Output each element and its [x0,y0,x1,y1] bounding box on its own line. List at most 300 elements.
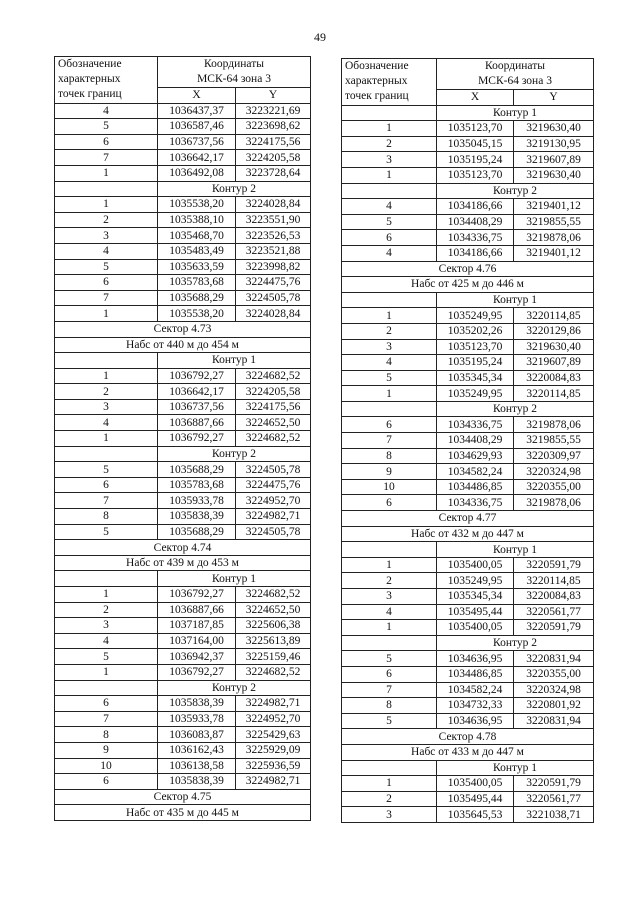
point-row [55,368,311,384]
point-row [342,433,594,449]
sector-title: Сектор 4.74 [55,540,311,556]
point-number-cell: 4 [55,103,158,119]
x-header: X [158,88,236,104]
point-row [55,165,311,181]
y-coordinate-cell: 3223551,90 [236,212,311,228]
point-row [55,649,311,665]
point-row [55,243,311,259]
contour-label: Контур 1 [437,105,594,121]
point-header-line: точек границ [58,88,122,100]
x-coordinate-cell: 1035249,95 [437,573,514,589]
y-coordinate-cell: 3225429,63 [236,727,311,743]
sector-title: Сектор 4.77 [342,511,594,527]
point-row [342,245,594,261]
point-number-cell: 8 [55,509,158,525]
point-row [55,477,311,493]
x-coordinate-cell: 1035202,26 [437,323,514,339]
contour-label: Контур 1 [158,571,311,587]
x-coordinate-cell: 1035933,78 [158,493,236,509]
y-coordinate-cell: 3220084,83 [514,589,594,605]
y-coordinate-cell: 3224682,52 [236,587,311,603]
x-coordinate-cell: 1036492,08 [158,165,236,181]
sector-title: Сектор 4.78 [342,729,594,745]
x-coordinate-cell: 1036138,58 [158,758,236,774]
point-number-cell: 5 [342,370,437,386]
point-number-cell: 1 [55,587,158,603]
y-coordinate-cell: 3223526,53 [236,228,311,244]
sector-row [55,321,311,337]
x-coordinate-cell: 1035633,59 [158,259,236,275]
x-coordinate-cell: 1036083,87 [158,727,236,743]
x-coordinate-cell: 1036792,27 [158,587,236,603]
contour-label: Контур 1 [437,542,594,558]
point-number-cell: 3 [342,589,437,605]
point-row [342,121,594,137]
point-row [342,776,594,792]
point-row [342,807,594,823]
point-row [55,228,311,244]
contour-row [55,446,311,462]
point-header-line: характерных [345,75,408,87]
x-coordinate-cell: 1035468,70 [158,228,236,244]
point-number-cell: 2 [55,602,158,618]
y-coordinate-cell: 3224505,78 [236,290,311,306]
contour-label: Контур 2 [437,183,594,199]
coordinates-table-left [54,56,311,821]
x-coordinate-cell: 1035838,39 [158,774,236,790]
point-number-cell: 9 [342,464,437,480]
x-coordinate-cell: 1034629,93 [437,448,514,464]
contour-row [342,292,594,308]
y-coordinate-cell: 3224682,52 [236,664,311,680]
point-number-cell: 1 [342,308,437,324]
point-row [55,415,311,431]
contour-spacer-cell [342,542,437,558]
x-coordinate-cell: 1035195,24 [437,355,514,371]
point-row [342,167,594,183]
point-number-cell: 7 [55,290,158,306]
y-coordinate-cell: 3219401,12 [514,199,594,215]
x-coordinate-cell: 1035400,05 [437,620,514,636]
y-coordinate-cell: 3220084,83 [514,370,594,386]
point-number-cell: 7 [55,711,158,727]
point-number-cell: 6 [55,477,158,493]
x-coordinate-cell: 1036162,43 [158,742,236,758]
y-coordinate-cell: 3220129,86 [514,323,594,339]
contour-row [342,760,594,776]
point-row [342,308,594,324]
x-coordinate-cell: 1036792,27 [158,664,236,680]
point-number-cell: 6 [55,275,158,291]
point-row [342,479,594,495]
y-coordinate-cell: 3219630,40 [514,167,594,183]
point-number-cell: 5 [342,651,437,667]
point-row [342,713,594,729]
y-coordinate-cell: 3225613,89 [236,633,311,649]
x-coordinate-cell: 1035123,70 [437,121,514,137]
y-coordinate-cell: 3224982,71 [236,774,311,790]
y-coordinate-cell: 3219878,06 [514,417,594,433]
y-coordinate-cell: 3220591,79 [514,620,594,636]
contour-label: Контур 1 [437,760,594,776]
point-number-cell: 1 [342,620,437,636]
sector-row [55,789,311,805]
point-row [342,339,594,355]
x-coordinate-cell: 1035495,44 [437,604,514,620]
y-coordinate-cell: 3224652,50 [236,415,311,431]
height-range-row [342,277,594,293]
y-coordinate-cell: 3223998,82 [236,259,311,275]
y-coordinate-cell: 3220114,85 [514,386,594,402]
x-coordinate-cell: 1035538,20 [158,306,236,322]
height-range: Набс от 439 м до 453 м [55,555,311,571]
y-coordinate-cell: 3225936,59 [236,758,311,774]
point-header-line: Обозначение [345,60,409,72]
y-coordinate-cell: 3224682,52 [236,431,311,447]
x-coordinate-cell: 1036887,66 [158,415,236,431]
point-number-cell: 8 [55,727,158,743]
y-coordinate-cell: 3220831,94 [514,713,594,729]
x-coordinate-cell: 1035933,78 [158,711,236,727]
x-coordinate-cell: 1034186,66 [437,245,514,261]
contour-spacer-cell [55,680,158,696]
y-coordinate-cell: 3223698,62 [236,119,311,135]
y-coordinate-cell: 3224205,58 [236,384,311,400]
height-range-row [342,526,594,542]
point-row [55,259,311,275]
point-row [55,431,311,447]
point-number-cell: 1 [342,386,437,402]
x-coordinate-cell: 1036792,27 [158,431,236,447]
point-row [55,587,311,603]
coordinates-header-line: МСК-64 зона 3 [478,75,552,87]
point-row [342,448,594,464]
point-row [55,742,311,758]
point-row [342,589,594,605]
y-coordinate-cell: 3224475,76 [236,275,311,291]
contour-row [342,183,594,199]
point-number-cell: 2 [342,791,437,807]
point-row [342,464,594,480]
point-row [342,557,594,573]
sector-title: Сектор 4.76 [342,261,594,277]
y-coordinate-cell: 3224175,56 [236,134,311,150]
point-number-cell: 10 [342,479,437,495]
point-row [55,696,311,712]
point-row [342,573,594,589]
contour-label: Контур 2 [437,635,594,651]
point-row [55,275,311,291]
contour-spacer-cell [55,181,158,197]
contour-spacer-cell [55,353,158,369]
contour-spacer-cell [342,760,437,776]
height-range-row [55,337,311,353]
point-number-cell: 4 [55,243,158,259]
point-row [55,758,311,774]
y-coordinate-cell: 3220801,92 [514,698,594,714]
x-coordinate-cell: 1034186,66 [437,199,514,215]
point-number-cell: 1 [342,776,437,792]
point-row [342,230,594,246]
point-row [55,150,311,166]
point-row [55,384,311,400]
x-coordinate-cell: 1034486,85 [437,666,514,682]
point-number-cell: 3 [342,152,437,168]
x-coordinate-cell: 1034408,29 [437,214,514,230]
point-header [342,59,437,106]
y-coordinate-cell: 3219401,12 [514,245,594,261]
point-row [55,462,311,478]
x-coordinate-cell: 1035688,29 [158,524,236,540]
point-number-cell: 4 [55,633,158,649]
x-coordinate-cell: 1035838,39 [158,696,236,712]
y-coordinate-cell: 3224505,78 [236,524,311,540]
point-number-cell: 3 [55,228,158,244]
y-coordinate-cell: 3224505,78 [236,462,311,478]
point-number-cell: 1 [55,165,158,181]
point-number-cell: 5 [55,462,158,478]
point-number-cell: 6 [342,230,437,246]
point-number-cell: 1 [55,306,158,322]
point-row [342,355,594,371]
y-coordinate-cell: 3224028,84 [236,197,311,213]
point-row [55,493,311,509]
point-row [55,727,311,743]
height-range-row [342,744,594,760]
point-number-cell: 6 [342,417,437,433]
coordinates-table-right [341,58,594,823]
point-header-line: характерных [58,73,121,85]
point-row [342,370,594,386]
contour-row [55,353,311,369]
point-number-cell: 1 [55,431,158,447]
contour-spacer-cell [342,105,437,121]
height-range-row [55,805,311,821]
y-coordinate-cell: 3225606,38 [236,618,311,634]
y-coordinate-cell: 3219855,55 [514,214,594,230]
x-coordinate-cell: 1035538,20 [158,197,236,213]
contour-label: Контур 2 [158,181,311,197]
point-row [342,791,594,807]
point-number-cell: 1 [342,121,437,137]
point-row [55,664,311,680]
x-coordinate-cell: 1034636,95 [437,713,514,729]
point-row [342,199,594,215]
x-coordinate-cell: 1035783,68 [158,275,236,291]
contour-spacer-cell [342,635,437,651]
point-header-line: точек границ [345,90,409,102]
point-row [55,212,311,228]
point-row [342,214,594,230]
point-number-cell: 9 [55,742,158,758]
x-coordinate-cell: 1035195,24 [437,152,514,168]
x-coordinate-cell: 1036887,66 [158,602,236,618]
point-number-cell: 7 [342,682,437,698]
y-coordinate-cell: 3220591,79 [514,557,594,573]
point-row [55,774,311,790]
point-number-cell: 6 [342,666,437,682]
contour-row [342,635,594,651]
y-coordinate-cell: 3220324,98 [514,464,594,480]
y-coordinate-cell: 3220561,77 [514,791,594,807]
x-coordinate-cell: 1035123,70 [437,339,514,355]
point-row [342,698,594,714]
y-coordinate-cell: 3225929,09 [236,742,311,758]
y-coordinate-cell: 3220591,79 [514,776,594,792]
y-coordinate-cell: 3220355,00 [514,479,594,495]
x-coordinate-cell: 1035483,49 [158,243,236,259]
y-coordinate-cell: 3219630,40 [514,339,594,355]
height-range: Набс от 435 м до 445 м [55,805,311,821]
point-number-cell: 7 [342,433,437,449]
contour-label: Контур 2 [437,401,594,417]
x-coordinate-cell: 1034408,29 [437,433,514,449]
x-coordinate-cell: 1034336,75 [437,230,514,246]
point-number-cell: 6 [55,134,158,150]
point-row [55,524,311,540]
point-row [342,495,594,511]
y-coordinate-cell: 3224205,58 [236,150,311,166]
x-coordinate-cell: 1035249,95 [437,386,514,402]
point-number-cell: 1 [55,368,158,384]
point-row [342,682,594,698]
coordinates-header-line: Координаты [204,58,264,70]
point-number-cell: 3 [55,618,158,634]
x-coordinate-cell: 1035783,68 [158,477,236,493]
point-row [55,633,311,649]
point-number-cell: 7 [55,150,158,166]
x-coordinate-cell: 1035123,70 [437,167,514,183]
x-coordinate-cell: 1035345,34 [437,370,514,386]
right-table-body [342,105,594,822]
point-number-cell: 2 [342,136,437,152]
height-range: Набс от 432 м до 447 м [342,526,594,542]
contour-label: Контур 1 [158,353,311,369]
point-number-cell: 5 [55,649,158,665]
x-coordinate-cell: 1036587,46 [158,119,236,135]
x-coordinate-cell: 1037187,85 [158,618,236,634]
point-row [342,651,594,667]
point-number-cell: 6 [55,696,158,712]
sector-row [342,729,594,745]
height-range: Набс от 433 м до 447 м [342,744,594,760]
x-coordinate-cell: 1035045,15 [437,136,514,152]
contour-spacer-cell [342,292,437,308]
point-row [55,306,311,322]
x-coordinate-cell: 1035345,34 [437,589,514,605]
point-number-cell: 8 [342,448,437,464]
y-coordinate-cell: 3219878,06 [514,230,594,246]
x-coordinate-cell: 1034582,24 [437,682,514,698]
point-row [342,620,594,636]
y-coordinate-cell: 3220309,97 [514,448,594,464]
contour-row [342,105,594,121]
x-coordinate-cell: 1036737,56 [158,134,236,150]
sector-title: Сектор 4.75 [55,789,311,805]
contour-label: Контур 1 [437,292,594,308]
x-coordinate-cell: 1035388,10 [158,212,236,228]
x-coordinate-cell: 1037164,00 [158,633,236,649]
contour-row [55,571,311,587]
y-coordinate-cell: 3224952,70 [236,711,311,727]
point-row [55,290,311,306]
x-coordinate-cell: 1035645,53 [437,807,514,823]
y-coordinate-cell: 3219130,95 [514,136,594,152]
point-number-cell: 5 [55,259,158,275]
point-number-cell: 2 [342,573,437,589]
point-number-cell: 5 [342,214,437,230]
point-row [342,152,594,168]
sector-row [342,511,594,527]
point-number-cell: 2 [55,212,158,228]
point-number-cell: 6 [55,774,158,790]
y-coordinate-cell: 3223221,69 [236,103,311,119]
coordinates-header [437,59,594,90]
contour-row [342,401,594,417]
point-number-cell: 6 [342,495,437,511]
point-row [342,386,594,402]
x-coordinate-cell: 1035688,29 [158,290,236,306]
point-row [342,417,594,433]
y-coordinate-cell: 3225159,46 [236,649,311,665]
y-coordinate-cell: 3224475,76 [236,477,311,493]
contour-spacer-cell [55,446,158,462]
point-number-cell: 5 [55,524,158,540]
x-coordinate-cell: 1036642,17 [158,150,236,166]
point-number-cell: 4 [55,415,158,431]
y-coordinate-cell: 3219630,40 [514,121,594,137]
y-coordinate-cell: 3224175,56 [236,399,311,415]
y-coordinate-cell: 3221038,71 [514,807,594,823]
x-coordinate-cell: 1035688,29 [158,462,236,478]
x-coordinate-cell: 1034582,24 [437,464,514,480]
y-coordinate-cell: 3219607,89 [514,152,594,168]
x-coordinate-cell: 1035838,39 [158,509,236,525]
contour-spacer-cell [55,571,158,587]
height-range-row [55,555,311,571]
y-coordinate-cell: 3224982,71 [236,509,311,525]
point-row [55,134,311,150]
height-range: Набс от 425 м до 446 м [342,277,594,293]
left-table-body [55,103,311,820]
y-coordinate-cell: 3220355,00 [514,666,594,682]
y-coordinate-cell: 3224028,84 [236,306,311,322]
y-coordinate-cell: 3224982,71 [236,696,311,712]
coordinates-header [158,57,311,88]
y-coordinate-cell: 3220114,85 [514,308,594,324]
x-coordinate-cell: 1034336,75 [437,417,514,433]
point-number-cell: 8 [342,698,437,714]
point-number-cell: 10 [55,758,158,774]
point-number-cell: 3 [342,339,437,355]
point-header-line: Обозначение [58,58,122,70]
y-coordinate-cell: 3223728,64 [236,165,311,181]
contour-label: Контур 2 [158,680,311,696]
y-coordinate-cell: 3220324,98 [514,682,594,698]
contour-spacer-cell [342,401,437,417]
point-number-cell: 1 [55,197,158,213]
y-coordinate-cell: 3220561,77 [514,604,594,620]
y-coordinate-cell: 3224682,52 [236,368,311,384]
point-row [342,666,594,682]
point-row [55,103,311,119]
point-number-cell: 4 [342,199,437,215]
y-header: Y [514,90,594,106]
point-number-cell: 3 [342,807,437,823]
sector-row [342,261,594,277]
point-number-cell: 4 [342,604,437,620]
contour-spacer-cell [342,183,437,199]
